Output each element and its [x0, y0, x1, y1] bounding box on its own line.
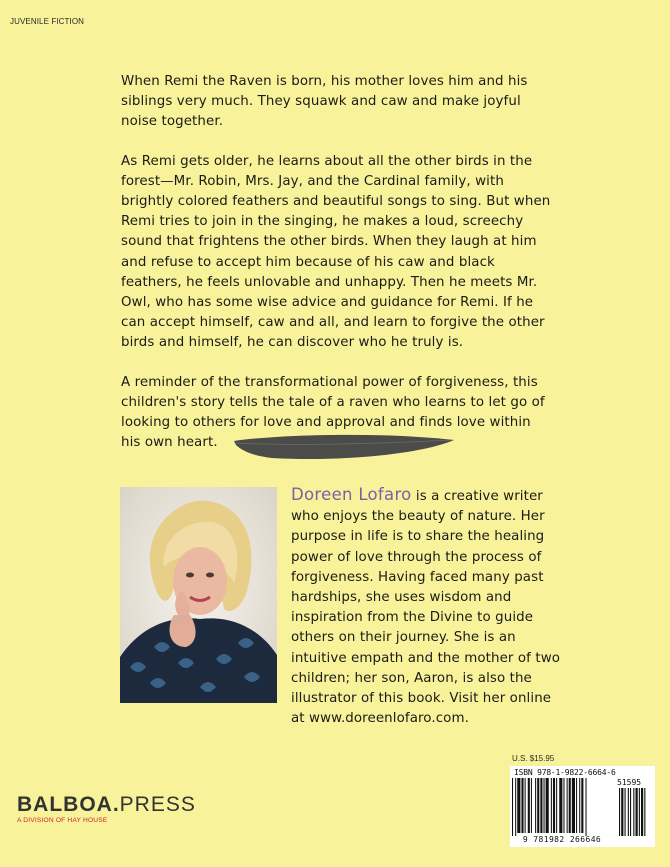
barcode-bars: [512, 778, 654, 836]
feather-icon: [232, 432, 456, 464]
blurb-paragraph-2: As Remi gets older, he learns about all the other birds in the forest—Mr. Robin, Mrs. Jay, and the Cardinal family, with brightly colored feathers and beautiful songs to sing. But when Remi tries to join in the singing, he makes a loud, screechy sound that frightens the other birds. When they laugh at him and refuse to accept him because of his caw and black feathers, he feels unlovable and unhappy. Then he meets Mr. Owl, who has some wise advice and guidance for Remi. If he can accept himself, caw and all, and learn to forgive the other birds and himself, he can discover who he truly is.: [121, 153, 551, 351]
addon-number: 51595: [617, 778, 642, 787]
price-label: U.S. $15.95: [512, 754, 555, 763]
author-name: Doreen Lofaro: [291, 485, 412, 504]
publisher-logo: [17, 794, 196, 824]
author-bio-text: is a creative writer who enjoys the beauty of nature. Her purpose in life is to share the healing power of love through the process of forgiveness. Having faced many past hardships, she uses wisdom and inspiration from the Divine to guide others on their journey. She is an intuitive empath and the mother of two children; her son, Aaron, is also the illustrator of this book. Visit her online at www.doreenlofaro.com.: [291, 489, 561, 727]
author-photo: [120, 487, 277, 703]
publisher-tagline: A DIVISION OF HAY HOUSE: [17, 817, 108, 824]
blurb-paragraph-1: When Remi the Raven is born, his mother loves him and his siblings very much. They squawk and caw and make joyful noise together.: [121, 74, 528, 130]
publisher-name-bold: BALBOA.: [17, 793, 120, 816]
isbn-text: ISBN 978-1-9822-6664-6: [514, 768, 616, 777]
author-bio: [291, 485, 566, 729]
isbn-barcode: [510, 766, 655, 847]
genre-label: JUVENILE FICTION: [10, 17, 85, 26]
blurb-paragraph-3: A reminder of the transformational power of forgiveness, this children's story tells the tale of a raven who learns to let go of looking to others for love and approval and finds love within his own heart.: [121, 374, 545, 451]
book-blurb: [121, 72, 553, 472]
publisher-name-light: PRESS: [119, 793, 196, 816]
ean-digits: 9 781982 266646: [522, 835, 602, 844]
